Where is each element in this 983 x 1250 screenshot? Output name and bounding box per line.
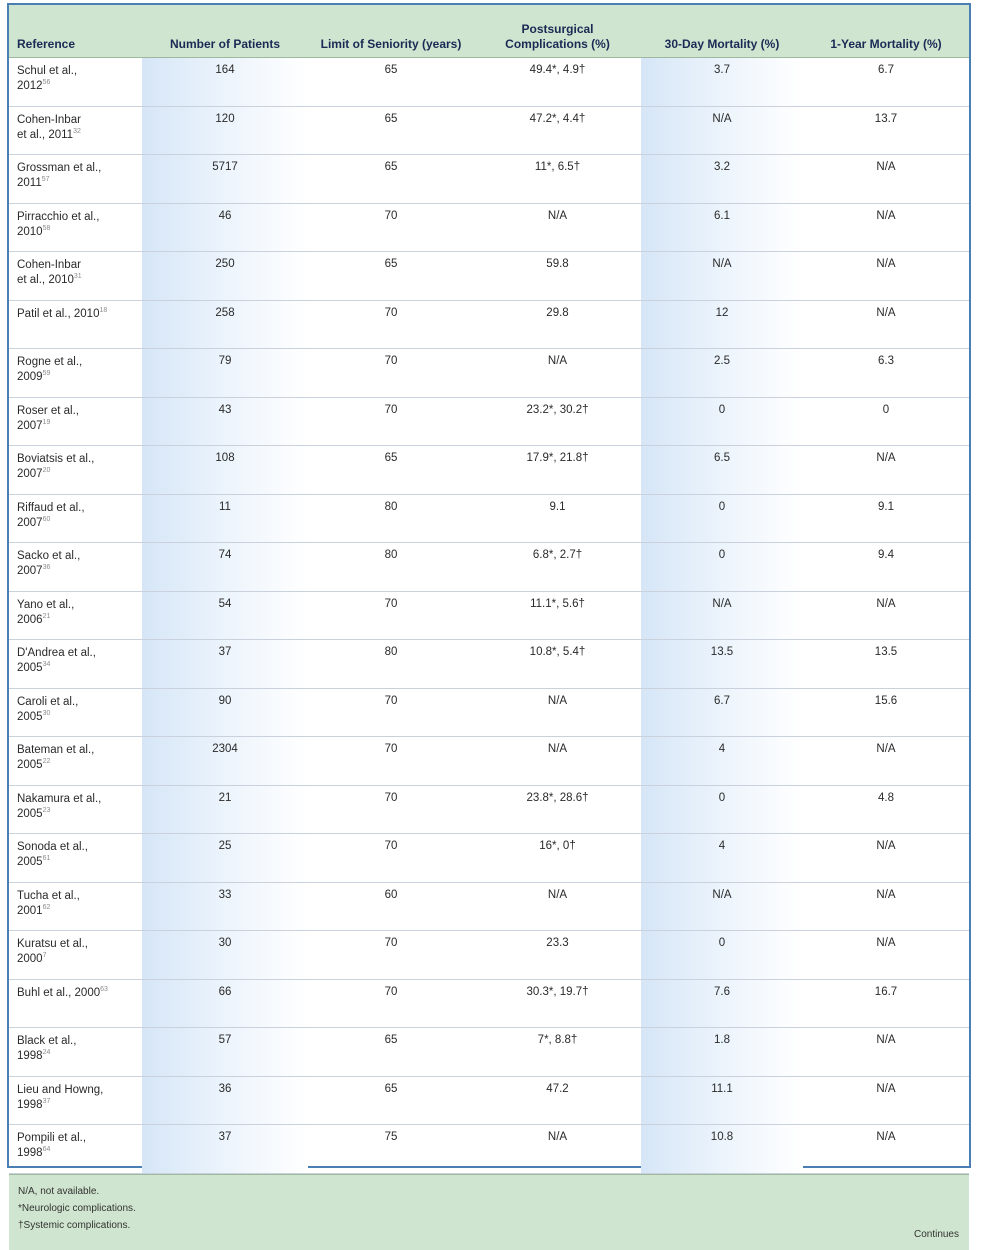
seniority-cell: 70 xyxy=(308,834,474,883)
complications-cell: 9.1 xyxy=(474,494,641,543)
table-row xyxy=(9,446,969,495)
seniority-cell: 70 xyxy=(308,979,474,1028)
citation-superscript: 62 xyxy=(42,903,51,911)
patients-cell: 25 xyxy=(142,834,308,883)
patients-cell: 79 xyxy=(142,349,308,398)
mortality-1year-cell: N/A xyxy=(803,931,969,980)
reference-line1: Bateman et al., xyxy=(17,744,95,756)
citation-superscript: 36 xyxy=(42,564,51,572)
seniority-cell: 80 xyxy=(308,543,474,592)
table-row xyxy=(9,931,969,980)
patients-cell: 30 xyxy=(142,931,308,980)
table-row xyxy=(9,1028,969,1077)
reference-line2: et al., 2010 xyxy=(17,274,74,286)
reference-line1: Nakamura et al., xyxy=(17,792,102,805)
complications-cell: 30.3*, 19.7† xyxy=(474,979,641,1028)
reference-line2: 2000 xyxy=(17,953,43,965)
reference-cell xyxy=(9,785,142,834)
reference-line2: 2011 xyxy=(17,177,42,189)
reference-line1: Lieu and Howng, xyxy=(17,1083,104,1096)
mortality-30day-cell: 0 xyxy=(641,543,803,592)
table-header xyxy=(9,5,969,58)
seniority-cell: 70 xyxy=(308,397,474,446)
patients-cell: 108 xyxy=(142,446,308,495)
mortality-1year-cell: 13.7 xyxy=(803,106,969,155)
citation-superscript: 18 xyxy=(99,306,108,314)
citation-superscript: 58 xyxy=(42,224,51,232)
mortality-30day-cell: 3.7 xyxy=(641,58,803,107)
reference-line2: 1998 xyxy=(17,1098,43,1111)
patients-cell: 33 xyxy=(142,882,308,931)
continues-label: Continues xyxy=(913,1228,959,1240)
complications-cell: 23.3 xyxy=(474,931,641,980)
citation-superscript: 23 xyxy=(42,806,51,814)
table-row xyxy=(9,155,969,204)
citation-superscript: 21 xyxy=(42,612,51,620)
citation-superscript: 61 xyxy=(42,855,51,863)
seniority-cell: 65 xyxy=(308,252,474,301)
mortality-30day-cell: 13.5 xyxy=(641,640,803,689)
mortality-30day-cell: 6.5 xyxy=(641,446,803,495)
reference-cell xyxy=(9,834,142,883)
reference-line2: 2005 xyxy=(17,807,43,820)
table-footer xyxy=(9,1174,969,1250)
table-row xyxy=(9,1125,969,1174)
footnotes xyxy=(18,1183,136,1234)
mortality-30day-cell: 3.2 xyxy=(641,155,803,204)
patients-cell: 46 xyxy=(142,203,308,252)
table-row xyxy=(9,300,969,349)
mortality-30day-cell: 6.7 xyxy=(641,688,803,737)
patients-cell: 54 xyxy=(142,591,308,640)
reference-line1: Yano et al., xyxy=(17,598,75,611)
mortality-30day-cell: 0 xyxy=(641,494,803,543)
mortality-1year-cell: N/A xyxy=(803,1125,969,1174)
patients-cell: 37 xyxy=(142,1125,308,1174)
patients-cell: 74 xyxy=(142,543,308,592)
table-row xyxy=(9,349,969,398)
citation-superscript: 20 xyxy=(42,467,51,475)
reference-line1: Grossman et al., xyxy=(17,162,102,174)
header-1year-mortality: 1-Year Mortality (%) xyxy=(803,5,969,58)
patients-cell: 164 xyxy=(142,58,308,107)
reference-line2: 2006 xyxy=(17,613,43,626)
table-row xyxy=(9,106,969,155)
reference-line2: 1998 xyxy=(17,1147,43,1159)
citation-superscript: 37 xyxy=(42,1097,51,1105)
mortality-30day-cell: 11.1 xyxy=(641,1076,803,1125)
mortality-30day-cell: N/A xyxy=(641,591,803,640)
complications-cell: 11.1*, 5.6† xyxy=(474,591,641,640)
mortality-1year-cell: 9.4 xyxy=(803,543,969,592)
mortality-30day-cell: 4 xyxy=(641,737,803,786)
mortality-30day-cell: 4 xyxy=(641,834,803,883)
reference-cell xyxy=(9,349,142,398)
seniority-cell: 65 xyxy=(308,155,474,204)
mortality-1year-cell: 0 xyxy=(803,397,969,446)
patients-cell: 2304 xyxy=(142,737,308,786)
reference-cell xyxy=(9,155,142,204)
mortality-30day-cell: 2.5 xyxy=(641,349,803,398)
complications-cell: 17.9*, 21.8† xyxy=(474,446,641,495)
complications-cell: 6.8*, 2.7† xyxy=(474,543,641,592)
reference-cell xyxy=(9,58,142,107)
reference-line2: 2005 xyxy=(17,759,43,771)
seniority-cell: 70 xyxy=(308,737,474,786)
patients-cell: 66 xyxy=(142,979,308,1028)
reference-line1: Sonoda et al., xyxy=(17,841,88,853)
mortality-1year-cell: N/A xyxy=(803,155,969,204)
citation-superscript: 64 xyxy=(42,1146,51,1154)
mortality-1year-cell: 15.6 xyxy=(803,688,969,737)
patients-cell: 258 xyxy=(142,300,308,349)
table-row xyxy=(9,640,969,689)
citation-superscript: 19 xyxy=(42,418,51,426)
reference-cell xyxy=(9,737,142,786)
header-complications: Postsurgical Complications (%) xyxy=(474,5,641,58)
citation-superscript: 56 xyxy=(42,79,51,87)
reference-line1: Tucha et al., xyxy=(17,889,80,902)
reference-line1: Sacko et al., xyxy=(17,550,81,562)
table-row xyxy=(9,785,969,834)
table-row xyxy=(9,979,969,1028)
table-row xyxy=(9,494,969,543)
seniority-cell: 70 xyxy=(308,349,474,398)
mortality-30day-cell: N/A xyxy=(641,252,803,301)
table-row xyxy=(9,1076,969,1125)
seniority-cell: 70 xyxy=(308,203,474,252)
mortality-30day-cell: N/A xyxy=(641,106,803,155)
complications-cell: N/A xyxy=(474,203,641,252)
seniority-cell: 65 xyxy=(308,106,474,155)
reference-line1: Boviatsis et al., xyxy=(17,453,95,465)
citation-superscript: 59 xyxy=(42,370,51,378)
reference-cell xyxy=(9,446,142,495)
table-body xyxy=(9,58,969,1174)
mortality-30day-cell: 6.1 xyxy=(641,203,803,252)
table-row xyxy=(9,543,969,592)
patients-cell: 57 xyxy=(142,1028,308,1077)
reference-line1: Rogne et al., xyxy=(17,356,83,368)
seniority-cell: 70 xyxy=(308,931,474,980)
reference-cell xyxy=(9,203,142,252)
reference-line1: Cohen-Inbar xyxy=(17,259,81,271)
patients-cell: 5717 xyxy=(142,155,308,204)
mortality-30day-cell: 7.6 xyxy=(641,979,803,1028)
complications-cell: N/A xyxy=(474,882,641,931)
citation-superscript: 24 xyxy=(42,1049,51,1057)
reference-line2: 2005 xyxy=(17,662,43,674)
complications-cell: 59.8 xyxy=(474,252,641,301)
complications-cell: 23.8*, 28.6† xyxy=(474,785,641,834)
seniority-cell: 65 xyxy=(308,446,474,495)
header-seniority: Limit of Seniority (years) xyxy=(308,5,474,58)
patients-cell: 11 xyxy=(142,494,308,543)
table-row xyxy=(9,688,969,737)
table-frame xyxy=(7,3,971,1240)
mortality-1year-cell: N/A xyxy=(803,1028,969,1077)
reference-cell xyxy=(9,640,142,689)
reference-line1: Buhl et al., 2000 xyxy=(17,986,101,999)
complications-cell: 10.8*, 5.4† xyxy=(474,640,641,689)
footnote-na: N/A, not available. xyxy=(18,1185,100,1197)
footnote-neurologic: *Neurologic complications. xyxy=(18,1202,136,1214)
mortality-1year-cell: 6.3 xyxy=(803,349,969,398)
header-patients: Number of Patients xyxy=(142,5,308,58)
reference-cell xyxy=(9,397,142,446)
citation-superscript: 34 xyxy=(42,661,51,669)
table-row xyxy=(9,58,969,107)
complications-cell: 47.2 xyxy=(474,1076,641,1125)
complications-cell: 16*, 0† xyxy=(474,834,641,883)
complications-cell: N/A xyxy=(474,349,641,398)
data-table xyxy=(9,5,969,1174)
seniority-cell: 65 xyxy=(308,1028,474,1077)
table-row xyxy=(9,737,969,786)
mortality-1year-cell: N/A xyxy=(803,834,969,883)
reference-line1: Roser et al., xyxy=(17,404,79,417)
mortality-1year-cell: N/A xyxy=(803,300,969,349)
seniority-cell: 60 xyxy=(308,882,474,931)
patients-cell: 37 xyxy=(142,640,308,689)
reference-cell xyxy=(9,979,142,1028)
mortality-30day-cell: 0 xyxy=(641,785,803,834)
complications-cell: 47.2*, 4.4† xyxy=(474,106,641,155)
reference-line1: Riffaud et al., xyxy=(17,501,85,514)
reference-cell xyxy=(9,494,142,543)
complications-cell: N/A xyxy=(474,737,641,786)
seniority-cell: 70 xyxy=(308,591,474,640)
complications-cell: N/A xyxy=(474,688,641,737)
reference-line2: 2010 xyxy=(17,225,43,238)
reference-line2: 2001 xyxy=(17,904,43,917)
mortality-1year-cell: 4.8 xyxy=(803,785,969,834)
seniority-cell: 75 xyxy=(308,1125,474,1174)
reference-cell xyxy=(9,543,142,592)
citation-superscript: 32 xyxy=(73,127,81,135)
reference-line1: D'Andrea et al., xyxy=(17,647,96,659)
reference-line1: Schul et al., xyxy=(17,65,78,77)
reference-cell xyxy=(9,106,142,155)
citation-superscript: 31 xyxy=(73,273,82,281)
mortality-1year-cell: N/A xyxy=(803,252,969,301)
reference-line2: 2005 xyxy=(17,710,43,723)
patients-cell: 36 xyxy=(142,1076,308,1125)
table-row xyxy=(9,591,969,640)
mortality-30day-cell: 12 xyxy=(641,300,803,349)
reference-cell xyxy=(9,300,142,349)
patients-cell: 250 xyxy=(142,252,308,301)
header-reference: Reference xyxy=(9,5,142,58)
seniority-cell: 70 xyxy=(308,688,474,737)
reference-line2: 2007 xyxy=(17,565,43,577)
mortality-1year-cell: 9.1 xyxy=(803,494,969,543)
mortality-1year-cell: 16.7 xyxy=(803,979,969,1028)
complications-cell: 29.8 xyxy=(474,300,641,349)
reference-cell xyxy=(9,1076,142,1125)
reference-line2: 1998 xyxy=(17,1050,43,1062)
mortality-1year-cell: N/A xyxy=(803,446,969,495)
seniority-cell: 80 xyxy=(308,640,474,689)
reference-line1: Cohen-Inbar xyxy=(17,113,81,126)
mortality-1year-cell: N/A xyxy=(803,882,969,931)
table-row xyxy=(9,882,969,931)
patients-cell: 120 xyxy=(142,106,308,155)
table-row xyxy=(9,834,969,883)
complications-cell: 23.2*, 30.2† xyxy=(474,397,641,446)
seniority-cell: 70 xyxy=(308,300,474,349)
reference-cell xyxy=(9,1125,142,1174)
complications-cell: 49.4*, 4.9† xyxy=(474,58,641,107)
mortality-30day-cell: 10.8 xyxy=(641,1125,803,1174)
seniority-cell: 65 xyxy=(308,1076,474,1125)
reference-line1: Black et al., xyxy=(17,1035,77,1047)
reference-cell xyxy=(9,931,142,980)
citation-superscript: 30 xyxy=(42,709,51,717)
reference-cell xyxy=(9,882,142,931)
patients-cell: 90 xyxy=(142,688,308,737)
reference-line2: 2012 xyxy=(17,80,43,92)
citation-superscript: 57 xyxy=(41,176,50,184)
reference-line1: Patil et al., 2010 xyxy=(17,307,100,320)
complications-cell: N/A xyxy=(474,1125,641,1174)
reference-line2: 2007 xyxy=(17,419,43,432)
mortality-1year-cell: 6.7 xyxy=(803,58,969,107)
reference-line1: Kuratsu et al., xyxy=(17,938,88,950)
reference-line1: Pompili et al., xyxy=(17,1132,87,1144)
seniority-cell: 65 xyxy=(308,58,474,107)
reference-line2: et al., 2011 xyxy=(17,128,74,141)
reference-line2: 2007 xyxy=(17,516,43,529)
header-30day-mortality: 30-Day Mortality (%) xyxy=(641,5,803,58)
reference-cell xyxy=(9,688,142,737)
complications-cell: 7*, 8.8† xyxy=(474,1028,641,1077)
table-row xyxy=(9,203,969,252)
reference-line2: 2005 xyxy=(17,856,43,868)
reference-cell xyxy=(9,252,142,301)
reference-line2: 2009 xyxy=(17,371,43,383)
citation-superscript: 60 xyxy=(42,515,51,523)
citation-superscript: 22 xyxy=(42,758,51,766)
reference-cell xyxy=(9,591,142,640)
mortality-1year-cell: N/A xyxy=(803,1076,969,1125)
mortality-1year-cell: N/A xyxy=(803,737,969,786)
mortality-30day-cell: N/A xyxy=(641,882,803,931)
reference-line2: 2007 xyxy=(17,468,43,480)
table-row xyxy=(9,397,969,446)
reference-line1: Pirracchio et al., xyxy=(17,210,100,223)
complications-cell: 11*, 6.5† xyxy=(474,155,641,204)
mortality-1year-cell: 13.5 xyxy=(803,640,969,689)
mortality-1year-cell: N/A xyxy=(803,591,969,640)
mortality-1year-cell: N/A xyxy=(803,203,969,252)
citation-superscript: 63 xyxy=(100,985,108,993)
mortality-30day-cell: 0 xyxy=(641,397,803,446)
mortality-30day-cell: 1.8 xyxy=(641,1028,803,1077)
seniority-cell: 80 xyxy=(308,494,474,543)
patients-cell: 21 xyxy=(142,785,308,834)
footnote-systemic: †Systemic complications. xyxy=(18,1219,131,1231)
table-row xyxy=(9,252,969,301)
citation-superscript: 7 xyxy=(42,952,47,960)
seniority-cell: 70 xyxy=(308,785,474,834)
reference-cell xyxy=(9,1028,142,1077)
reference-line1: Caroli et al., xyxy=(17,695,79,708)
patients-cell: 43 xyxy=(142,397,308,446)
mortality-30day-cell: 0 xyxy=(641,931,803,980)
